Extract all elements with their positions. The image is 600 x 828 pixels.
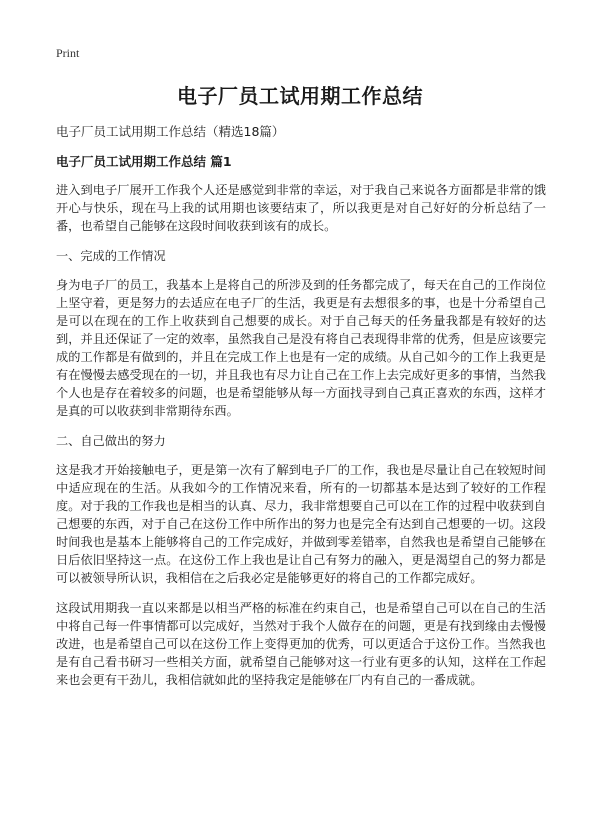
section-title: 电子厂员工试用期工作总结 篇1 [56, 154, 232, 169]
heading-work-completed: 一、完成的工作情况 [56, 249, 166, 263]
document-body [56, 181, 546, 701]
paragraph-self-discipline: 这段试用期我一直以来都是以相当严格的标准在约束自己，也是希望自己可以在自己的生活中将自己每一件事情都可以完成好，当然对于我个人做存在的问题，更是有找到缘由去慢慢改进，也是希望自己可以在这份工作上变得更加的优秀，可以更适合于这份工作。当然我也是有自己看书研习一些相关方面，就希望自己能够对这一行业有更多的认知，这样在工作起来也会更有干劲儿，我相信就如此的坚持我定是能够在厂内有自己的一番成就。 [56, 601, 546, 687]
document-subtitle: 电子厂员工试用期工作总结（精选18篇） [56, 124, 285, 139]
document-title: 电子厂员工试用期工作总结 [177, 84, 423, 108]
paragraph-efforts: 这是我才开始接触电子，更是第一次有了解到电子厂的工作，我也是尽量让自己在较短时间中适应现在的生活。从我如今的工作情况来看，所有的一切都基本是达到了较好的工作程度。对于我的工作我也是相当的认真、尽力，我非常想要自己可以在工作的过程中收获到自己想要的东西，对于自己在这份工作中所作出的努力也是完全有达到自己想要的一切。这段时间我也是基本上能够将自己的工作完成好，并做到零差错率，自然我也是希望自己能够在日后依旧坚持这一点。在这份工作上我也是让自己有努力的融入，更是渴望自己的努力都是可以被领导所认识，我相信在之后我必定是能够更好的将自己的工作都完成好。 [56, 463, 546, 585]
paragraph-intro: 进入到电子厂展开工作我个人还是感觉到非常的幸运，对于我自己来说各方面都是非常的饿开心与快乐，现在马上我的试用期也该要结束了，所以我更是对自己好好的分析总结了一番，也希望自己能够在这段时间收获到该有的成长。 [56, 183, 546, 233]
paragraph-work-completed: 身为电子厂的员工，我基本上是将自己的所涉及到的任务都完成了，每天在自己的工作岗位上坚守着，更是努力的去适应在电子厂的生活，我更是有去想很多的事，也是十分希望自己是可以在现在的工作上收获到自己想要的成长。对于自己每天的任务量我都是有较好的达到，并且还保证了一定的效率，虽然我自己是没有将自己表现得非常的优秀，但是应该要完成的工作都是有做到的，并且在完成工作上也是有一定的成绩。从自己如今的工作上我更是有在慢慢去感受现在的一切，并且我也有尽力让自己在工作上去完成好更多的事情，当然我个人也是存在着较多的问题，也是希望能够从每一方面找寻到自己真正喜欢的东西，这样才是真的可以收获到非常期待东西。 [56, 278, 546, 418]
print-link[interactable]: Print [56, 46, 80, 60]
heading-efforts: 二、自己做出的努力 [56, 434, 166, 448]
